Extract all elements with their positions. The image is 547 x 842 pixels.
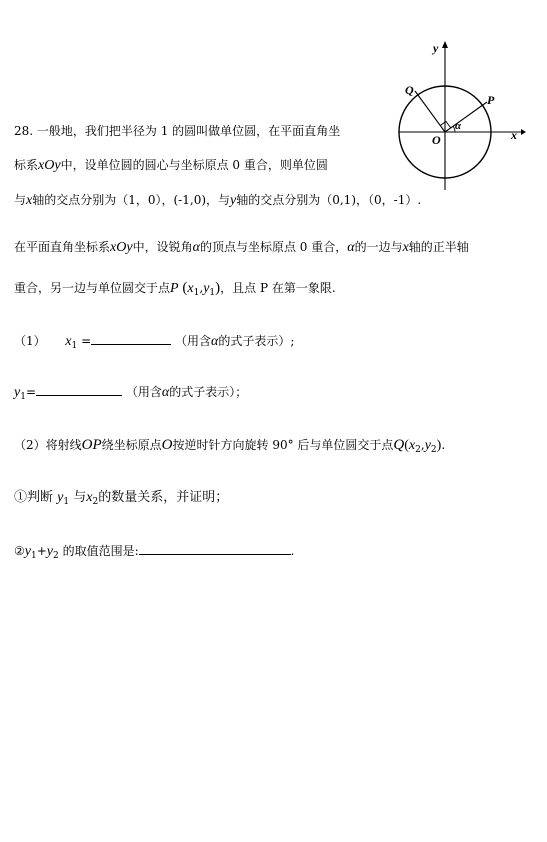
equals-sign: = [81, 334, 92, 348]
setup-text-1e: 轴的正半轴 [408, 240, 469, 254]
q1-marker: ①判断 [14, 490, 54, 505]
setup-line-1 [14, 239, 469, 256]
hint-b2: 的式子表示）； [169, 385, 248, 399]
intro-text-3b: 轴的交点分别为（1，0），(-1,0)，与 [32, 193, 231, 207]
intro-text-3a: 与 [14, 193, 27, 207]
math-alpha: α [347, 240, 355, 255]
plus-sign: + [36, 544, 47, 558]
intro-text-1: 一般地，我们把半径为 1 的圆叫做单位圆，在平面直角坐 [36, 124, 341, 138]
part1-x1-line [14, 333, 294, 354]
q2-marker: ② [14, 544, 25, 558]
math-xoy: xOy [110, 240, 133, 255]
intro-line-3 [14, 192, 421, 209]
setup-text-1a: 在平面直角坐标系 [14, 240, 111, 254]
label-o: O [432, 133, 441, 147]
intro-text-2b: 中，设单位圆的圆心与坐标原点 0 重合，则单位圆 [60, 158, 328, 172]
hint-b: 的式子表示）; [218, 334, 295, 348]
setup-text-1b: 中，设锐角 [132, 240, 193, 254]
math-alpha: α [161, 385, 170, 400]
part1-label: （1） [14, 334, 46, 348]
part2-text-a: 绕坐标原点 [101, 438, 162, 452]
intro-text-3c: 轴的交点分别为（0,1)，（0，-1）. [236, 193, 422, 207]
label-alpha: α [455, 120, 462, 132]
math-y1-sub: 1 [20, 392, 26, 402]
q2-text: 的取值范围是: [62, 544, 139, 558]
intro-line-2 [14, 157, 328, 174]
problem-number: 28. [14, 124, 34, 138]
math-alpha: α [210, 334, 219, 349]
setup-line-2: 重合，另一边与单位圆交于点P $(x_1,y_1)$，且点 P 在第一象限. [14, 280, 336, 298]
math-x1-sub: 1 [71, 341, 78, 351]
math-o: O [161, 437, 173, 453]
math-y1: y [14, 385, 21, 400]
q2-end: . [290, 544, 295, 558]
hint-a: （用含 [174, 334, 211, 348]
ray-op [445, 102, 487, 132]
period: . [441, 438, 446, 452]
setup-text-1c: 的顶点与坐标原点 0 重合， [199, 240, 348, 254]
setup-text-1d: 的一边与 [354, 240, 403, 254]
x-axis-arrow [521, 129, 526, 135]
label-p: P [487, 93, 495, 107]
math-p: P [170, 281, 179, 296]
math-xoy: xOy [38, 158, 61, 173]
q2-answer-blank[interactable] [139, 543, 291, 555]
math-x: x [402, 240, 409, 255]
math-y: y [230, 193, 237, 208]
ray-oq [415, 91, 445, 132]
unit-circle-figure [395, 36, 529, 206]
math-op: OP [81, 437, 102, 453]
q2-line: $②y_1+y_2$ 的取值范围是: . [14, 544, 295, 561]
part2-text-b: 按逆时针方向旋转 90° 后与单位圆交于点 [172, 438, 394, 452]
math-x1: x [65, 334, 72, 349]
q1-text-end: 的数量关系，并证明； [98, 490, 229, 505]
part1-y1-line [14, 384, 247, 405]
setup-text-2b: ，且点 P 在第一象限. [220, 281, 336, 295]
setup-text-2a: 重合，另一边与单位圆交于点 [14, 281, 171, 295]
math-alpha: α [192, 240, 200, 255]
part2-label: （2）将射线 [14, 438, 82, 452]
equals-sign: = [25, 385, 37, 399]
math-x: x [26, 193, 33, 208]
intro-text-2a: 标系 [14, 158, 39, 172]
math-q: Q [393, 437, 405, 453]
label-y: y [433, 41, 439, 55]
y-axis-arrow [442, 41, 448, 48]
part2-line: （2）将射线OP绕坐标原点O按逆时针方向旋转 90° 后与单位圆交于点$Q(x_2,y_2)$. [14, 437, 446, 455]
y1-answer-blank[interactable] [36, 384, 122, 396]
intro-line-1 [14, 123, 340, 139]
q1-text-mid: 与 [73, 490, 87, 505]
x1-answer-blank[interactable] [91, 333, 171, 345]
label-q: Q [405, 83, 414, 97]
label-x: x [511, 128, 517, 142]
q1-line: ①判断 $y_1$ 与$x_2$的数量关系，并证明； [14, 490, 229, 507]
hint-a: （用含 [125, 385, 162, 399]
